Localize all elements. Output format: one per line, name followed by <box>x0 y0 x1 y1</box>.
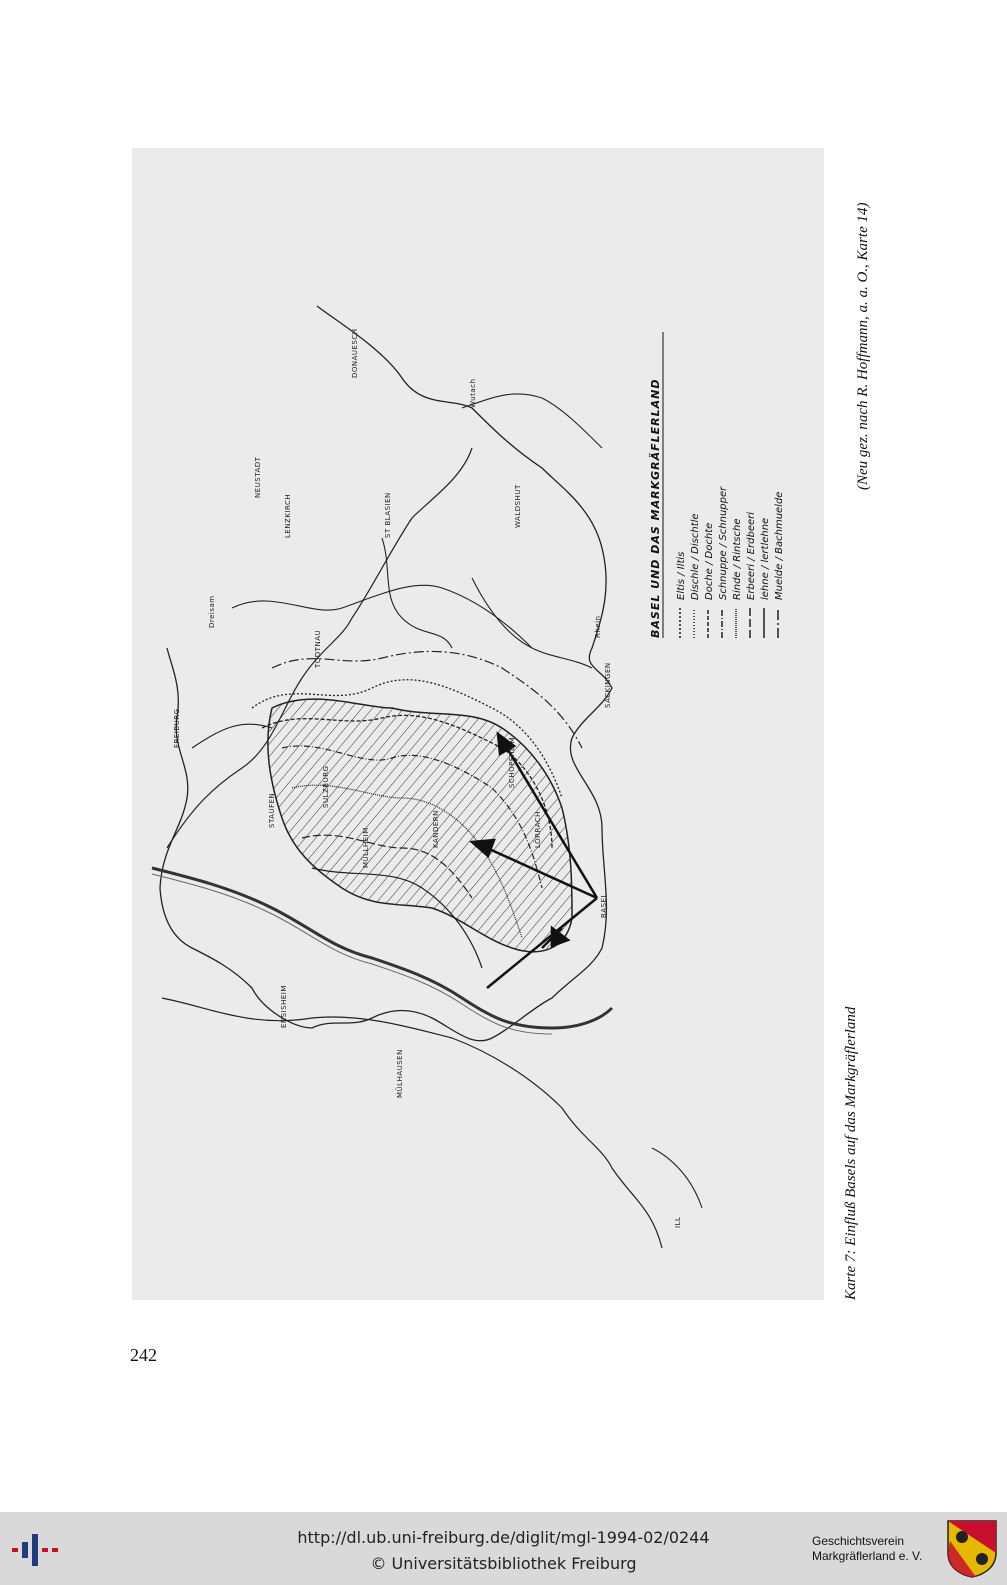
legend-label-5: Erbeeri / Erdbeeri <box>746 511 757 600</box>
legend-label-7: Muelde / Bachmuelde <box>774 491 785 600</box>
source-caption: (Neu gez. nach R. Hoffmann, a. a. O., Karte 14) <box>855 202 871 490</box>
label-staufen: STAUFEN <box>268 792 276 828</box>
copyright-notice: © Universitätsbibliothek Freiburg <box>370 1554 637 1573</box>
legend-label-4: Rinde / Rintsche <box>732 518 743 600</box>
legend-label-2: Doche / Dochte <box>704 522 715 600</box>
legend-label-0: Eltis / Iltis <box>676 551 687 600</box>
label-ensisheim: ENSISHEIM <box>280 985 288 1028</box>
legend-label-3: Schnuppe / Schnupper <box>718 486 729 600</box>
label-muellheim: MÜLLHEIM <box>362 827 370 868</box>
label-lenzkirch: LENZKIRCH <box>284 493 292 538</box>
label-kandern: KANDERN <box>432 810 440 848</box>
label-freiburg: FREIBURG <box>173 708 181 748</box>
figure-caption: Karte 7: Einfluß Basels auf das Markgräflerland <box>843 1006 859 1300</box>
permalink-url[interactable]: http://dl.ub.uni-freiburg.de/diglit/mgl-1994-02/0244 <box>297 1528 710 1547</box>
label-muelhausen: MÜLHAUSEN <box>396 1049 404 1098</box>
legend-label-1: Dischle / Dischtle <box>690 513 701 600</box>
coat-of-arms-icon[interactable] <box>946 1519 998 1579</box>
society-line-1: Geschichtsverein <box>812 1534 905 1548</box>
label-schopfheim: SCHOPFHEIM <box>508 736 516 788</box>
label-donaueschingen: DONAUESCH <box>351 328 359 378</box>
page-number: 242 <box>130 1345 157 1365</box>
label-sulzburg: SULZBURG <box>322 765 330 808</box>
legend-title: BASEL UND DAS MARKGRÄFLERLAND <box>649 378 662 638</box>
southern-outline <box>162 998 662 1248</box>
label-todtnau: TODTNAU <box>314 629 322 668</box>
label-wutach: Wutach <box>469 378 477 408</box>
label-neustadt: NEUSTADT <box>254 456 262 498</box>
hatched-area <box>268 699 572 952</box>
map-drawing <box>132 148 824 1300</box>
map-figure <box>132 148 824 1300</box>
map-legend <box>648 332 785 638</box>
label-st-blasien: ST BLASIEN <box>384 492 392 538</box>
society-name <box>812 1534 922 1564</box>
label-loerrach: LÖRRACH <box>534 811 542 848</box>
label-saeckingen: SÄCKINGEN <box>604 662 612 708</box>
label-basel: BASEL <box>600 893 608 918</box>
label-dreisam: Dreisam <box>208 595 216 628</box>
label-ill: ILL <box>674 1216 682 1228</box>
label-rhein: Rhein <box>594 615 602 638</box>
society-line-2: Markgräflerland e. V. <box>812 1549 923 1563</box>
label-waldshut: WALDSHUT <box>514 484 522 528</box>
legend-label-6: lehne / lertlehne <box>760 517 771 600</box>
footer-bar <box>0 1512 1007 1585</box>
